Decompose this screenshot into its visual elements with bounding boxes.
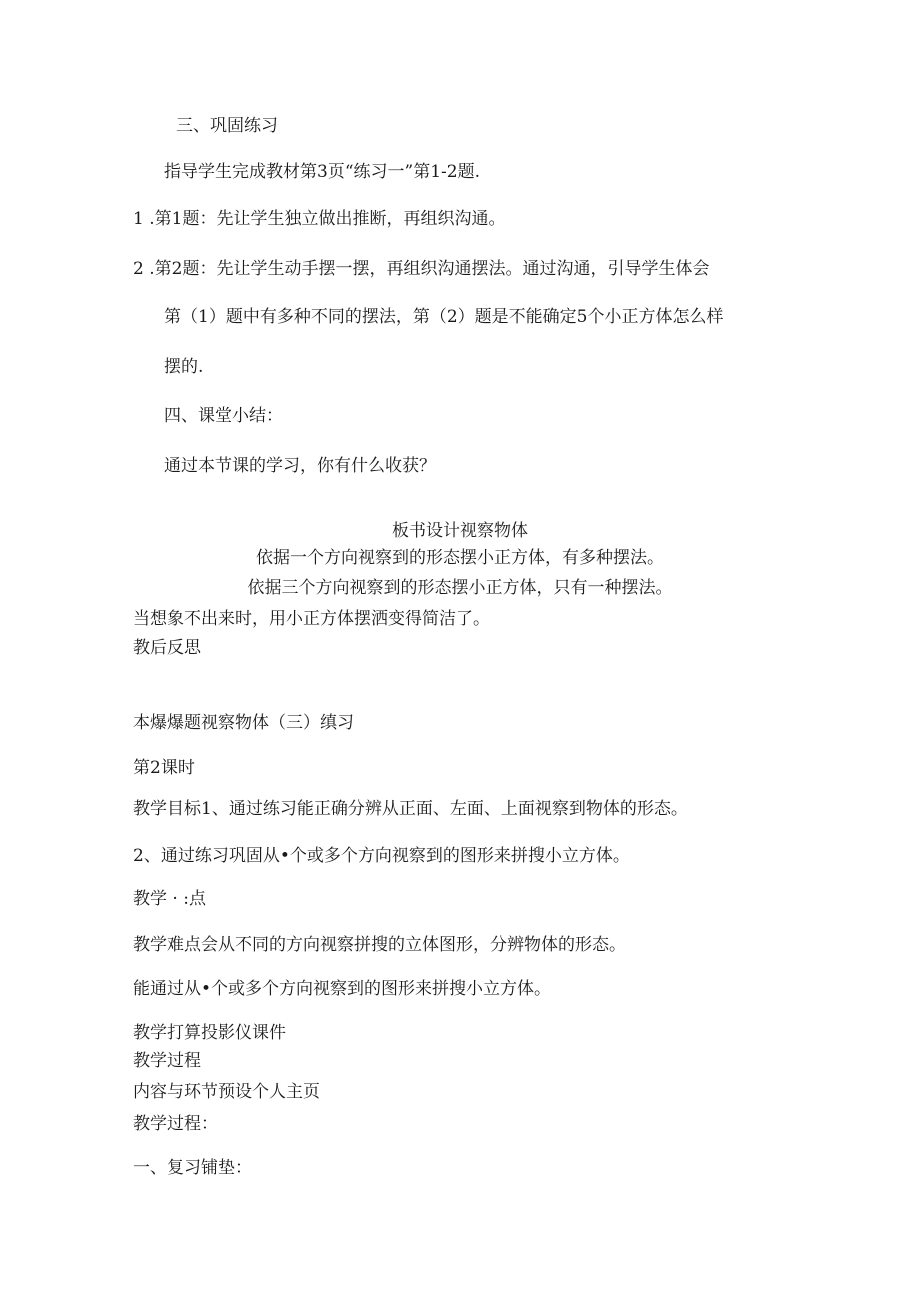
lesson2-goal2: 2、通过练习巩固从•个或多个方向视察到的图形来拼搜小立方体。 [133, 846, 630, 866]
board-line1: 依据一个方向视察到的形态摆小正方体，有多种摆法。 [256, 548, 664, 568]
lesson2-difficulty: 教学难点会从不同的方向视察拼搜的立体图形，分辨物体的形态。 [133, 935, 626, 955]
board-title: 板书设计视察物体 [392, 521, 528, 541]
lesson2-review: 一、复习铺垫： [133, 1158, 252, 1178]
section3-item2-line2: 第（1）题中有多种不同的摆法，第（2）题是不能确定5个小正方体怎么样 [164, 307, 724, 327]
lesson2-content-label: 内容与环节预设个人主页 [133, 1082, 320, 1102]
lesson2-prep: 教学打算投影仪课件 [133, 1023, 286, 1043]
section3-item1: 1 .第1题：先让学生独立做出推断，再组织沟通。 [133, 209, 506, 229]
section3-item2-line1: 2 .第2题：先让学生动手摆一摆，再组织沟通摆法。通过沟通，引导学生体会 [133, 259, 710, 279]
section4-heading: 四、课堂小结： [164, 406, 283, 426]
board-line2: 依据三个方向视察到的形态摆小正方体，只有一种摆法。 [247, 578, 673, 598]
section3-item2-line3: 摆的. [164, 357, 204, 377]
board-reflection: 教后反思 [133, 638, 201, 658]
lesson2-process-label: 教学过程 [133, 1051, 201, 1071]
lesson2-period: 第2课时 [133, 758, 195, 778]
lesson2-goal1: 教学目标1、通过练习能正确分辨从正面、左面、上面视察到物体的形态。 [133, 799, 688, 819]
board-line3: 当想象不出来时，用小正方体摆洒变得简洁了。 [133, 609, 490, 629]
lesson2-ability: 能通过从•个或多个方向视察到的图形来拼搜小立方体。 [133, 979, 552, 999]
section3-intro: 指导学生完成教材第3页“练习一”第1-2题. [164, 162, 480, 182]
lesson2-title: 本爆爆题视察物体（三）缜习 [133, 713, 354, 733]
lesson2-process-colon: 教学过程： [133, 1114, 218, 1134]
section3-heading: 三、巩固练习 [176, 116, 278, 136]
section4-text: 通过本节课的学习，你有什么收获？ [164, 456, 436, 476]
lesson2-key-point: 教学 · :点 [133, 889, 206, 909]
